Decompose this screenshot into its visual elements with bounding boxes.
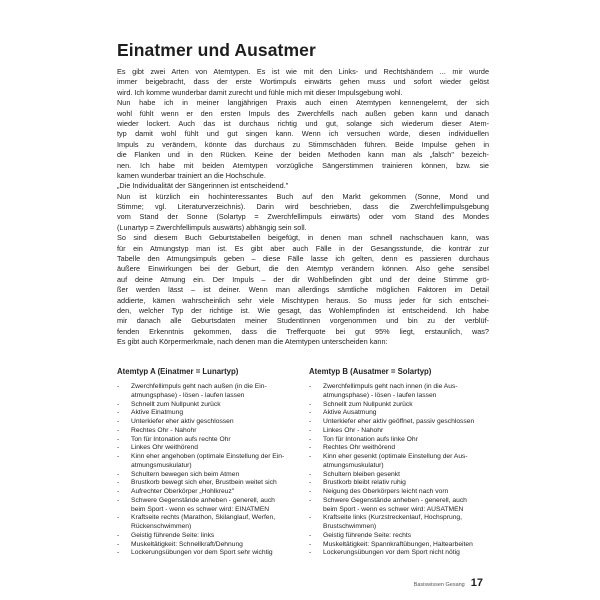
list-item-text: Lockerungsübungen vor dem Sport sehr wichtig [131,549,273,557]
list-item [117,427,297,436]
dash-bullet: - [309,426,312,434]
list-item-text: Linkes Ohr weithörend [131,444,198,452]
list-item-text: Kinn eher gesenkt (optimale Einstellung der Aus- [323,453,468,460]
dash-bullet: - [309,540,312,548]
footer-label: Basiswissen Gesang [413,582,465,588]
list-item-text: Zwerchfellimpuls geht nach innen (in die Aus- [323,383,458,390]
atemtyp-b-list [309,383,489,558]
list-item [309,497,489,515]
dash-bullet: - [117,409,120,417]
paragraph-line: wird. Ich komme wunderbar damit zurecht und fühle mich mit dieser Impulsgebung wohl. [117,87,403,97]
dash-bullet: - [117,479,120,487]
paragraph-line: Nun ist kürzlich ein hochinteressantes Buch auf den Markt gekommen (Sonne, Mond und [117,191,489,201]
list-item-text: atmungsmuskulatur) [323,461,384,469]
list-item-text: Kraftseite links (Kurzstreckenlauf, Hochsprung, [323,514,463,522]
paragraph-line: mir danach alle Geburtsdaten meiner StudentInnen vorgenommen und bin zu der verblüf- [117,316,489,326]
list-item [309,409,489,418]
paragraph-line: So sind diesem Buch Geburtstabellen beigefügt, in denen man schnell nachschauen kann, was [117,233,489,243]
list-item [309,479,489,488]
list-item-text: Rückenschwimmen) [131,523,192,530]
dash-bullet: - [309,409,312,417]
dash-bullet: - [117,383,120,390]
list-item-text: Ton für Intonation aufs linke Ohr [323,435,418,443]
paragraph-line: die Flanken und in den Rücken. Keine der beiden Methoden kann man als „falsch" bezeich- [117,150,489,160]
list-item-text: Schwere Gegenstände anheben - generell, auch [131,496,275,504]
paragraph-line: Es gibt auch Körpermerkmale, nach denen man die Atemtypen unterscheiden kann: [117,337,388,347]
list-item [309,444,489,453]
list-item [309,549,489,558]
dash-bullet: - [117,426,120,434]
dash-bullet: - [117,549,120,557]
paragraph-line: für ein Atmungstyp man ist. Es gibt aber auch Fälle in der Gesangsstunde, die konträr zur [117,243,489,253]
dash-bullet: - [117,540,120,548]
list-item-text: atmungsphase) - lösen - laufen lassen [131,391,245,399]
list-item-text: beim Sport - wenn es schwer wird: AUSATMEN [323,505,464,513]
list-item-text: Brustschwimmen) [323,523,377,530]
dash-bullet: - [309,496,312,504]
list-item-text: atmungsphase) - lösen - laufen lassen [323,391,437,399]
paragraph-line: typ damit wohl fühlt und gut singen kann. Wenn ich versuchen würde, diesen individuellen [117,129,489,139]
list-item [117,401,297,410]
dash-bullet: - [117,400,120,408]
list-item [117,532,297,541]
list-item-text: Brustkorb bewegt sich eher, Brustbein weitet sich [131,479,277,487]
paragraph-line: Stimme; vgl. Literaturverzeichnis). Darin wird beschrieben, dass die Zwerchfellimpulsgebung [117,202,489,212]
list-item [309,514,489,532]
list-item-text: Neigung des Oberkörpers leicht nach vorn [323,488,449,495]
list-item-text: atmungsmuskulatur) [131,461,192,469]
list-item [117,514,297,532]
paragraph-line: kamen wunderbar trainiert an die Hochschule. [117,170,266,180]
paragraph-line: addierte, kämen wahrscheinlich sehr viele Mischtypen heraus. So muss jeder für sich entschei- [117,295,489,305]
list-item-text: Kinn eher angehoben (optimale Einstellung der Ein- [131,453,285,460]
page-title: Einatmer und Ausatmer [117,40,316,60]
list-item [309,471,489,480]
paragraph-line: Impuls zu verändern, könnte das durchaus zu Stimmschäden führen. Beide Impulse gehen in [117,139,489,149]
page-number: 17 [470,577,483,589]
list-item-text: Lockerungsübungen vor dem Sport nicht nötig [323,549,460,557]
paragraph-line: vom Stand der Sonne (Solartyp = Zwerchfellimpuls einwärts) oder vom Stand des Mondes [117,212,489,222]
list-item-text: Schnellt zum Nullpunkt zurück [323,400,413,408]
dash-bullet: - [309,444,312,452]
list-item-text: Unterkiefer eher aktiv geöffnet, passiv geschlossen [323,418,475,425]
list-item [117,436,297,445]
list-item [117,444,297,453]
list-item-text: Muskeltätigkeit: Spannkraftübungen, Haltearbeiten [323,540,473,548]
list-item [117,471,297,480]
dash-bullet: - [309,488,312,495]
list-item-text: Aktive Einatmung [131,409,184,417]
dash-bullet: - [309,479,312,487]
dash-bullet: - [309,418,312,425]
list-item-text: Schwere Gegenstände anheben - generell, auch [323,496,467,504]
list-item-text: Rechtes Ohr - Nahohr [131,426,197,434]
paragraph-line: Es gibt zwei Arten von Atemtypen. Es ist wie mit den Links- und Rechtshändern ... mir wurde [117,67,489,76]
atemtyp-a-heading: Atemtyp A (Einatmer = Lunartyp) [117,367,239,376]
list-item [117,383,297,401]
list-item [117,453,297,471]
list-item [309,418,489,427]
list-item [309,383,489,401]
list-item-text: Brustkorb bleibt relativ ruhig [323,479,406,487]
dash-bullet: - [117,514,120,522]
paragraph-line: immer beigebracht, dass der erste Wortimpuls einwärts gehen muss und sofort wieder gelöst [117,77,489,87]
dash-bullet: - [117,496,120,504]
dash-bullet: - [117,531,120,539]
paragraph-line: (Lunartyp = Zwerchfellimpuls auswärts) abhängig sein soll. [117,222,307,232]
paragraph-line: fenden Erkenntnis gekommen, dass die Trefferquote bei gut 95% liegt, erstaunlich, was? [117,326,489,336]
dash-bullet: - [117,488,120,495]
list-item [309,453,489,471]
dash-bullet: - [117,470,120,478]
list-item [309,436,489,445]
list-item-text: beim Sport - wenn es schwer wird: EINATMEN [131,505,270,513]
atemtyp-b-column [309,367,489,558]
paragraph-line: auf deine Atmung ein. Der Impuls – der dir Wohlbefinden gibt und der deine Stimme grö- [117,274,489,284]
list-item [117,541,297,550]
list-item-text: Unterkiefer eher aktiv geschlossen [131,418,234,425]
page-footer [414,577,483,589]
atemtyp-a-list [117,383,297,558]
dash-bullet: - [309,400,312,408]
dash-bullet: - [117,418,120,425]
paragraph-line: Nun habe ich in meiner langjährigen Praxis auch einen Atemtypen kennengelernt, der sich [117,98,489,108]
dash-bullet: - [309,549,312,557]
dash-bullet: - [309,514,312,522]
dash-bullet: - [117,435,120,443]
dash-bullet: - [309,470,312,478]
list-item-text: Linkes Ohr - Nahohr [323,426,384,434]
list-item-text: Aktive Ausatmung [323,409,377,417]
list-item [309,427,489,436]
list-item [309,541,489,550]
paragraph-line: wieder lockert. Auch das ist durchaus richtig und gut, solange sich wiederum dieser Atem- [117,118,489,128]
list-item-text: Schultern bewegen sich beim Atmen [131,470,240,478]
list-item-text: Rechtes Ohr weithörend [323,444,396,452]
list-item-text: Schultern bleiben gesenkt [323,470,400,478]
atemtyp-a-column [117,367,297,558]
paragraph-line: Tabelle den Atmungsimpuls geben – diese Fälle lasse ich gelten, denn es passieren durchaus [117,254,489,264]
dash-bullet: - [309,383,312,390]
list-item-text: Muskeltätigkeit: Schnellkraft/Dehnung [131,540,243,548]
list-item [309,401,489,410]
list-item [117,418,297,427]
list-item-text: Geistig führende Seite: links [131,531,215,539]
dash-bullet: - [117,444,120,452]
list-item [117,549,297,558]
list-item [117,409,297,418]
paragraph-line: ßer werden lässt – ist deiner. Wenn man allerdings sämtliche möglichen Faktoren im Detail [117,285,489,295]
list-item-text: Schnellt zum Nullpunkt zurück [131,400,221,408]
list-item-text: Zwerchfellimpuls geht nach außen (in die Ein- [131,383,267,390]
dash-bullet: - [117,453,120,460]
paragraph-line: wohl fühlt wenn er den ersten Impuls des Zwerchfells nach außen geben kann und danach [117,108,489,118]
list-item [309,488,489,497]
list-item [117,488,297,497]
list-item [309,532,489,541]
list-item-text: Aufrechter Oberkörper „Hohlkreuz" [131,488,235,495]
body-text [117,67,489,348]
dash-bullet: - [309,435,312,443]
list-item [117,479,297,488]
dash-bullet: - [309,453,312,460]
paragraph-line: äußere Einwirkungen bei der Geburt, die den Atemtyp verändern können. Also gehe sensibel [117,264,489,274]
atemtyp-b-heading: Atemtyp B (Ausatmer = Solartyp) [309,367,432,376]
list-item [117,497,297,515]
list-item-text: Ton für Intonation aufs rechte Ohr [131,435,231,443]
paragraph-line: „Die Individualität der Sängerinnen ist entscheidend." [117,181,289,191]
paragraph-line: den, welcher Typ der richtige ist. Wie gesagt, das Wohlempfinden ist entscheidend. Ich habe [117,305,489,315]
list-item-text: Kraftseite rechts (Marathon, Skilanglauf, Werfen, [131,514,276,522]
paragraph-line: nen. Ich habe mit beiden Atemtypen vorzügliche Sängerstimmen trainieren können, bzw. sie [117,160,489,170]
list-item-text: Geistig führende Seite: rechts [323,531,412,539]
dash-bullet: - [309,531,312,539]
